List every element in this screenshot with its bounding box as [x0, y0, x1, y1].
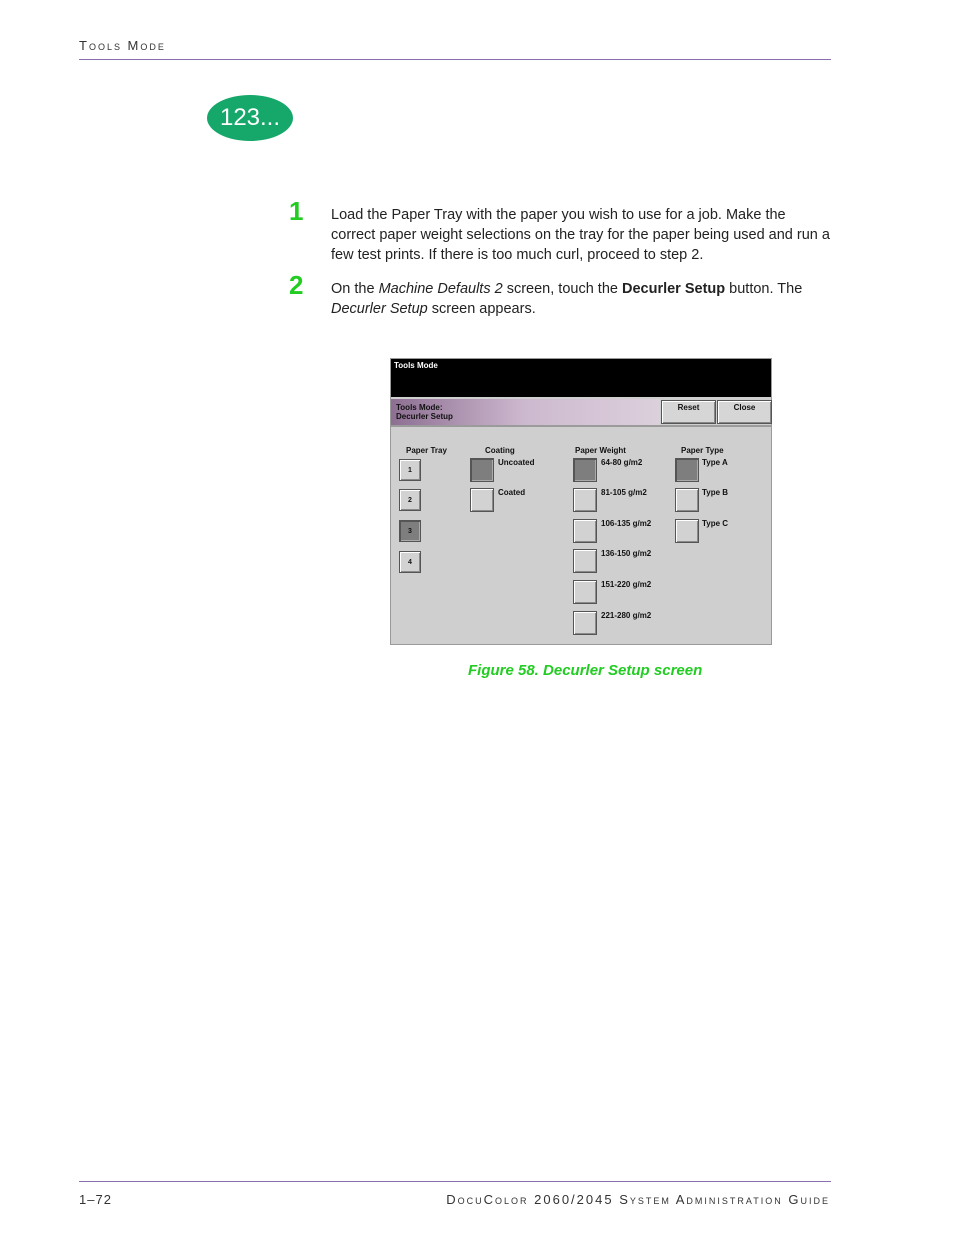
weight-64-80-button[interactable] [573, 458, 597, 482]
weight-151-220-label: 151-220 g/m2 [601, 580, 652, 589]
screen-breadcrumb-bar [391, 399, 660, 425]
weight-136-150-button[interactable] [573, 549, 597, 573]
screen-title: Tools Mode [394, 361, 438, 370]
page-number: 1–72 [79, 1192, 112, 1207]
type-a-button[interactable] [675, 458, 699, 482]
weight-221-280-button[interactable] [573, 611, 597, 635]
breadcrumb-line-1: Tools Mode: [396, 403, 443, 412]
decurler-setup-screen [390, 358, 772, 645]
paper-tray-2-button[interactable]: 2 [399, 489, 421, 511]
figure-caption: Figure 58. Decurler Setup screen [468, 662, 703, 679]
weight-81-105-label: 81-105 g/m2 [601, 488, 647, 497]
uncoated-button[interactable] [470, 458, 494, 482]
weight-81-105-button[interactable] [573, 488, 597, 512]
type-b-button[interactable] [675, 488, 699, 512]
type-b-label: Type B [702, 488, 729, 497]
footer-rule [79, 1181, 831, 1182]
step-1-number: 1 [289, 196, 304, 226]
machine-defaults-ref: Machine Defaults 2 [378, 281, 503, 297]
document-title: DocuColor 2060/2045 System Administration Guide [446, 1192, 830, 1207]
step-1-text: Load the Paper Tray with the paper you wish to use for a job. Make the correct paper weight selections on the tray for the paper being used and run a few test prints. If there is too much curl, proceed to step 2. [331, 207, 830, 263]
decurler-setup-ref: Decurler Setup [621, 281, 726, 297]
weight-64-80-label: 64-80 g/m2 [601, 458, 643, 467]
step-2-text: On the Machine Defaults 2 screen, touch the Decurler Setup button. The Decurler Setup screen appears. [331, 281, 803, 317]
header-rule [79, 59, 831, 60]
uncoated-label: Uncoated [498, 458, 535, 467]
steps-badge-icon: 123... [207, 95, 293, 141]
paper-tray-heading: Paper Tray [406, 446, 447, 455]
reset-button[interactable]: Reset [661, 400, 716, 424]
weight-106-135-label: 106-135 g/m2 [601, 519, 652, 528]
step-2-number: 2 [289, 270, 304, 300]
running-header: Tools Mode [79, 38, 166, 53]
paper-tray-1-button[interactable]: 1 [399, 459, 421, 481]
screen-title-bar [391, 359, 771, 397]
type-a-label: Type A [702, 458, 728, 467]
decurler-screen-ref: Decurler Setup [331, 301, 428, 317]
type-c-label: Type C [702, 519, 729, 528]
weight-106-135-button[interactable] [573, 519, 597, 543]
paper-type-heading: Paper Type [681, 446, 724, 455]
coating-heading: Coating [485, 446, 515, 455]
weight-221-280-label: 221-280 g/m2 [601, 611, 652, 620]
screen-divider [391, 425, 771, 427]
weight-151-220-button[interactable] [573, 580, 597, 604]
coated-button[interactable] [470, 488, 494, 512]
weight-136-150-label: 136-150 g/m2 [601, 549, 652, 558]
type-c-button[interactable] [675, 519, 699, 543]
paper-tray-4-button[interactable]: 4 [399, 551, 421, 573]
paper-tray-3-button[interactable]: 3 [399, 520, 421, 542]
coated-label: Coated [498, 488, 526, 497]
paper-weight-heading: Paper Weight [575, 446, 626, 455]
close-button[interactable]: Close [717, 400, 772, 424]
breadcrumb-line-2: Decurler Setup [396, 412, 453, 421]
